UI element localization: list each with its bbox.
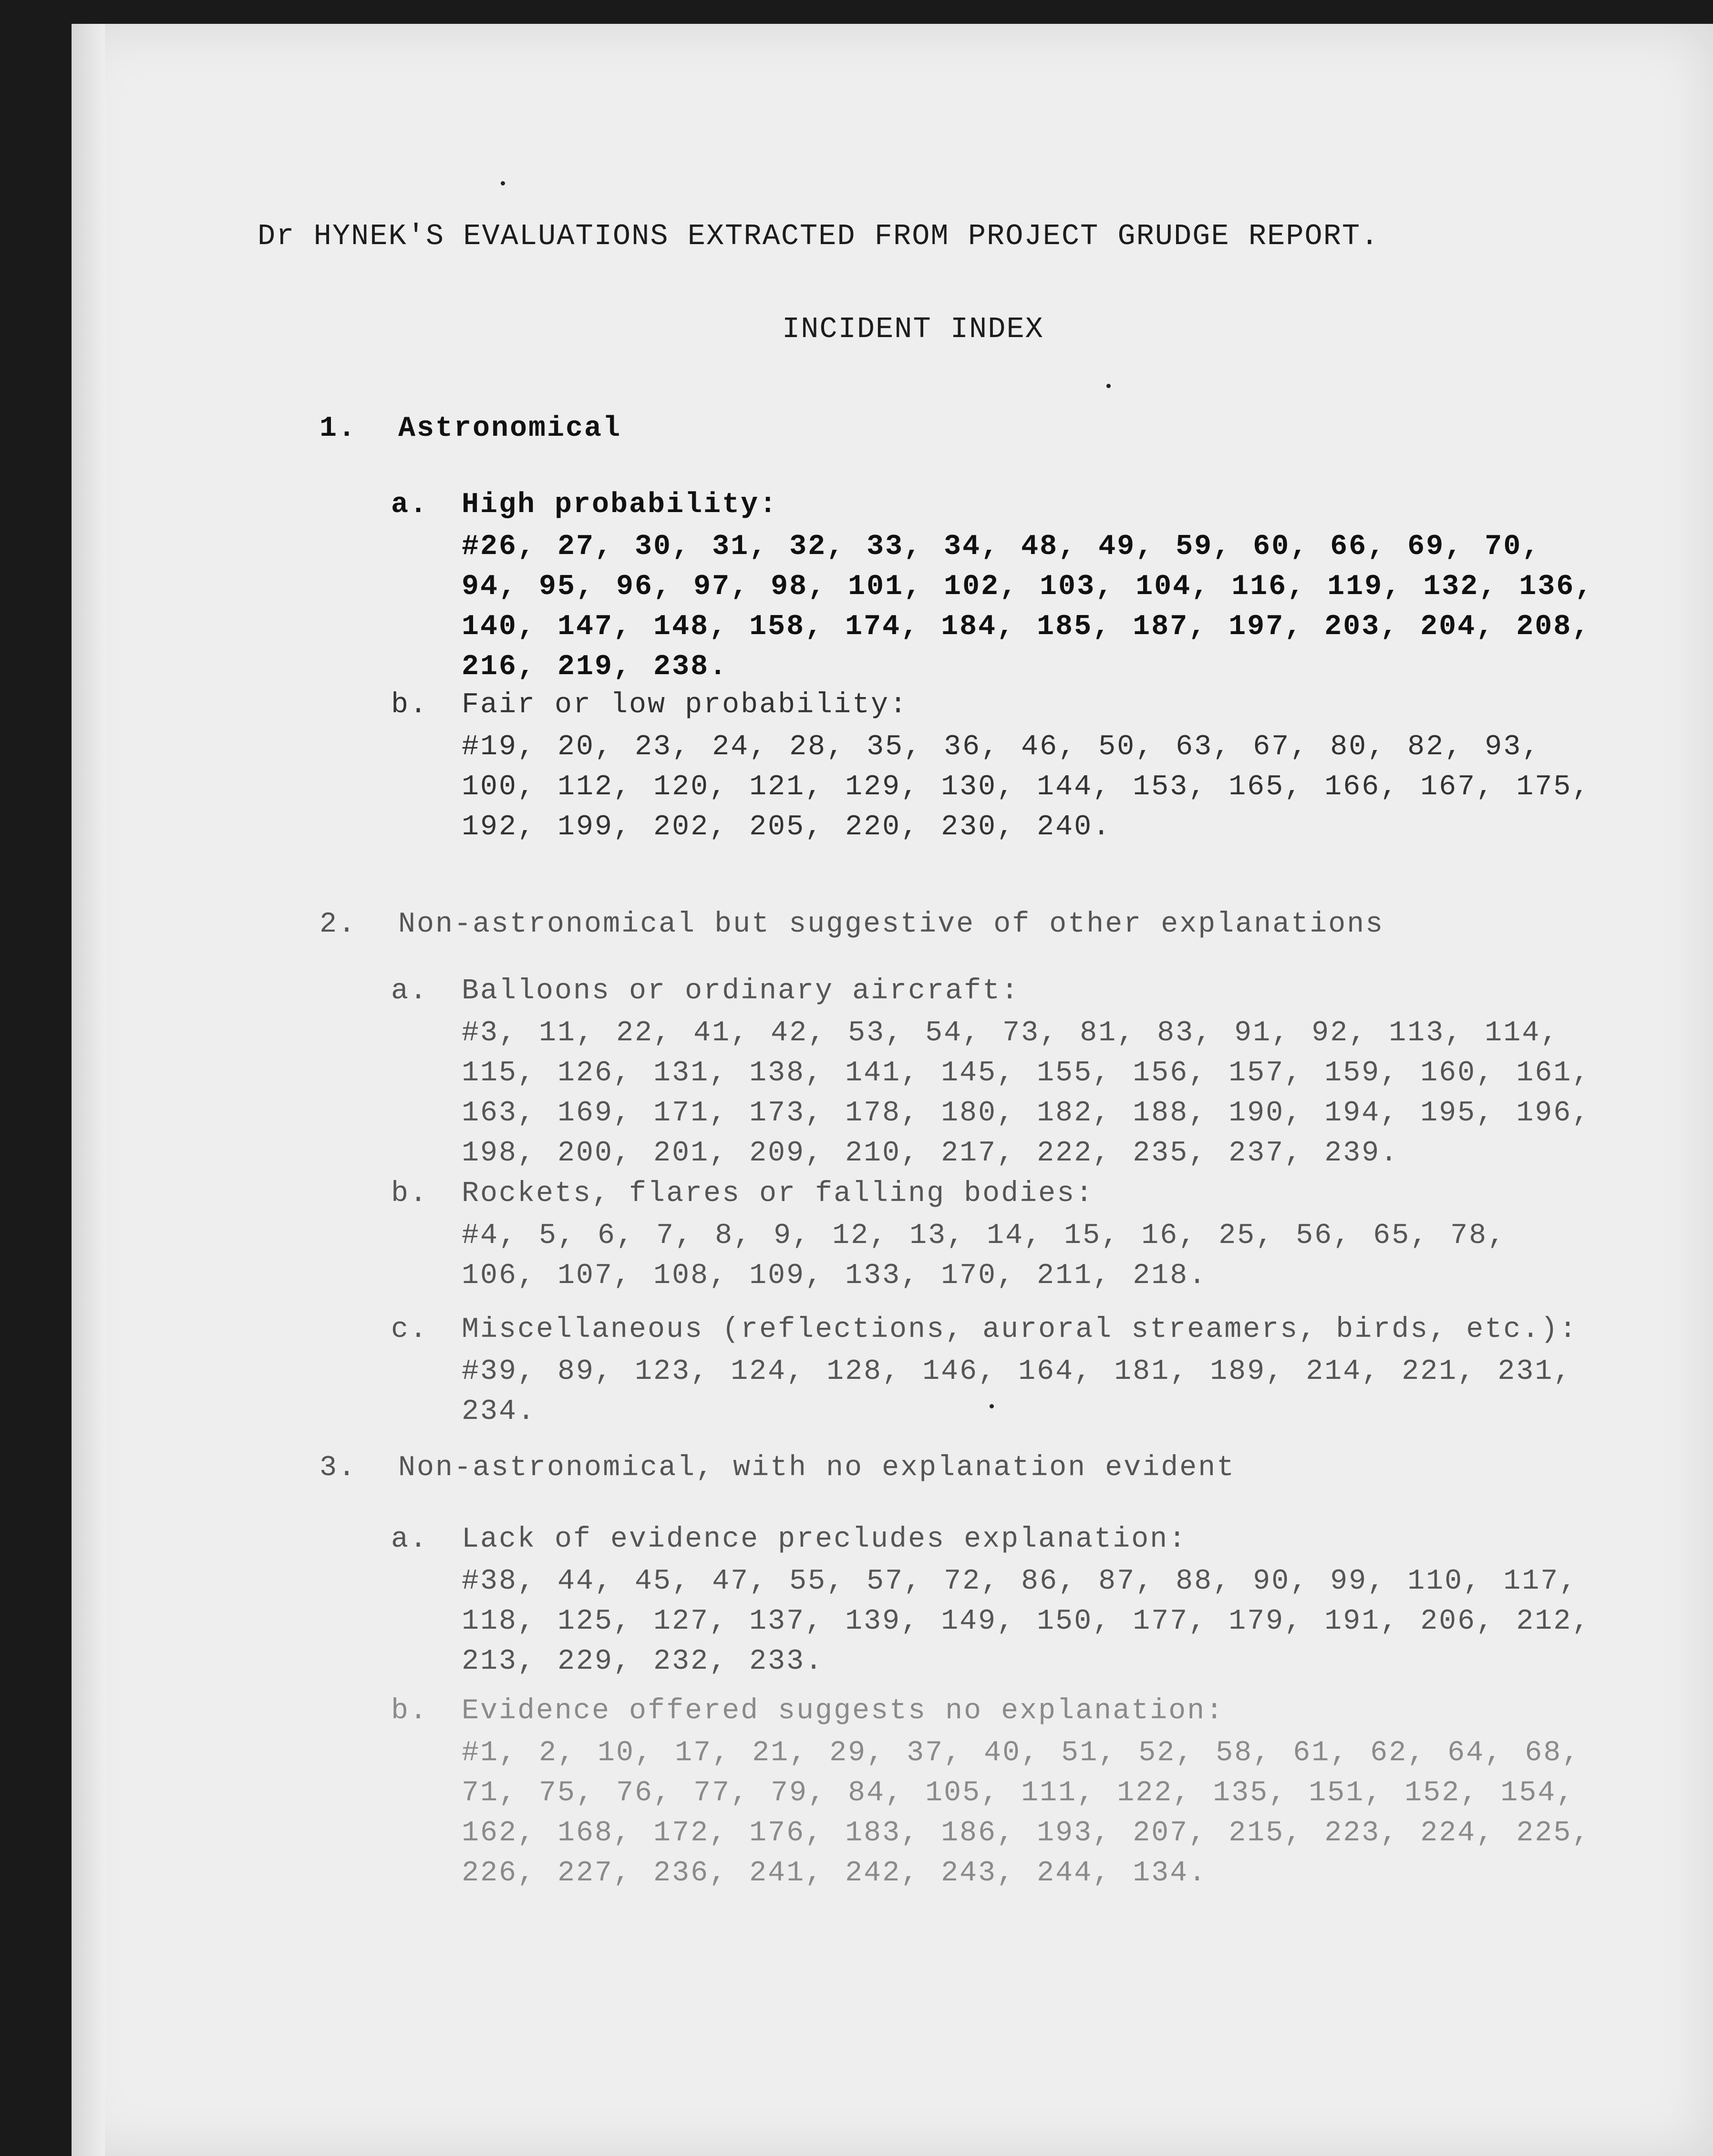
subsection-label: High probability: <box>462 489 778 521</box>
page-edge-shadow <box>72 24 105 2156</box>
subsection-letter: c. <box>391 1314 429 1346</box>
subsection-letter: a. <box>391 489 429 521</box>
ink-speck <box>1106 384 1111 388</box>
incident-number-list: #3, 11, 22, 41, 42, 53, 54, 73, 81, 83, 91, 92, 113, 114, 115, 126, 131, 138, 141, 145, 155, 156, 157, 159, 160, 161, 163, 169, 171, 173, 178, 180, 182, 188, 190, 194, 195, 196, 198, 200, 201, 209, 210, 217, 222, 235, 237, 239. <box>462 1017 1591 1170</box>
subsection-label: Lack of evidence precludes explanation: <box>462 1523 1187 1556</box>
section-number: 1. <box>320 412 357 445</box>
subsection-label: Miscellaneous (reflections, auroral streamers, birds, etc.): <box>462 1314 1578 1346</box>
subsection-letter: b. <box>391 689 429 721</box>
section-label: Non-astronomical but suggestive of other explanations <box>398 908 1384 941</box>
subsection-label: Rockets, flares or falling bodies: <box>462 1178 1094 1210</box>
document-page <box>72 24 1713 2156</box>
section-number: 3. <box>320 1452 357 1484</box>
incident-number-list: #39, 89, 123, 124, 128, 146, 164, 181, 189, 214, 221, 231, 234. <box>462 1355 1572 1428</box>
subsection-letter: a. <box>391 975 429 1007</box>
subsection-letter: b. <box>391 1178 429 1210</box>
subsection-label: Evidence offered suggests no explanation: <box>462 1695 1225 1727</box>
incident-number-list: #4, 5, 6, 7, 8, 9, 12, 13, 14, 15, 16, 25, 56, 65, 78, 106, 107, 108, 109, 133, 170, 211, 218. <box>462 1220 1507 1292</box>
subsection-letter: a. <box>391 1523 429 1556</box>
section-number: 2. <box>320 908 357 941</box>
incident-number-list: #19, 20, 23, 24, 28, 35, 36, 46, 50, 63, 67, 80, 82, 93, 100, 112, 120, 121, 129, 130, 144, 153, 165, 166, 167, 175, 192, 199, 202, 205, 220, 230, 240. <box>462 731 1591 843</box>
incident-number-list: #1, 2, 10, 17, 21, 29, 37, 40, 51, 52, 58, 61, 62, 64, 68, 71, 75, 76, 77, 79, 84, 105, 111, 122, 135, 151, 152, 154, 162, 168, 172, 176, 183, 186, 193, 207, 215, 223, 224, 225, 226, 227, 236, 241, 242, 243, 244, 134. <box>462 1737 1591 1889</box>
section-label: Astronomical <box>398 412 622 445</box>
document-title: Dr HYNEK'S EVALUATIONS EXTRACTED FROM PROJECT GRUDGE REPORT. <box>258 219 1380 253</box>
incident-number-list: #26, 27, 30, 31, 32, 33, 34, 48, 49, 59, 60, 66, 69, 70, 94, 95, 96, 97, 98, 101, 102, 103, 104, 116, 119, 132, 136, 140, 147, 148, 158, 174, 184, 185, 187, 197, 203, 204, 208, 216, 219, 238. <box>462 531 1594 683</box>
subsection-label: Fair or low probability: <box>462 689 908 721</box>
document-subtitle: INCIDENT INDEX <box>782 312 1044 346</box>
subsection-letter: b. <box>391 1695 429 1727</box>
incident-number-list: #38, 44, 45, 47, 55, 57, 72, 86, 87, 88, 90, 99, 110, 117, 118, 125, 127, 137, 139, 149, 150, 177, 179, 191, 206, 212, 213, 229, 232, 233. <box>462 1565 1591 1678</box>
ink-speck <box>501 181 505 185</box>
subsection-label: Balloons or ordinary aircraft: <box>462 975 1020 1007</box>
section-label: Non-astronomical, with no explanation evident <box>398 1452 1236 1484</box>
